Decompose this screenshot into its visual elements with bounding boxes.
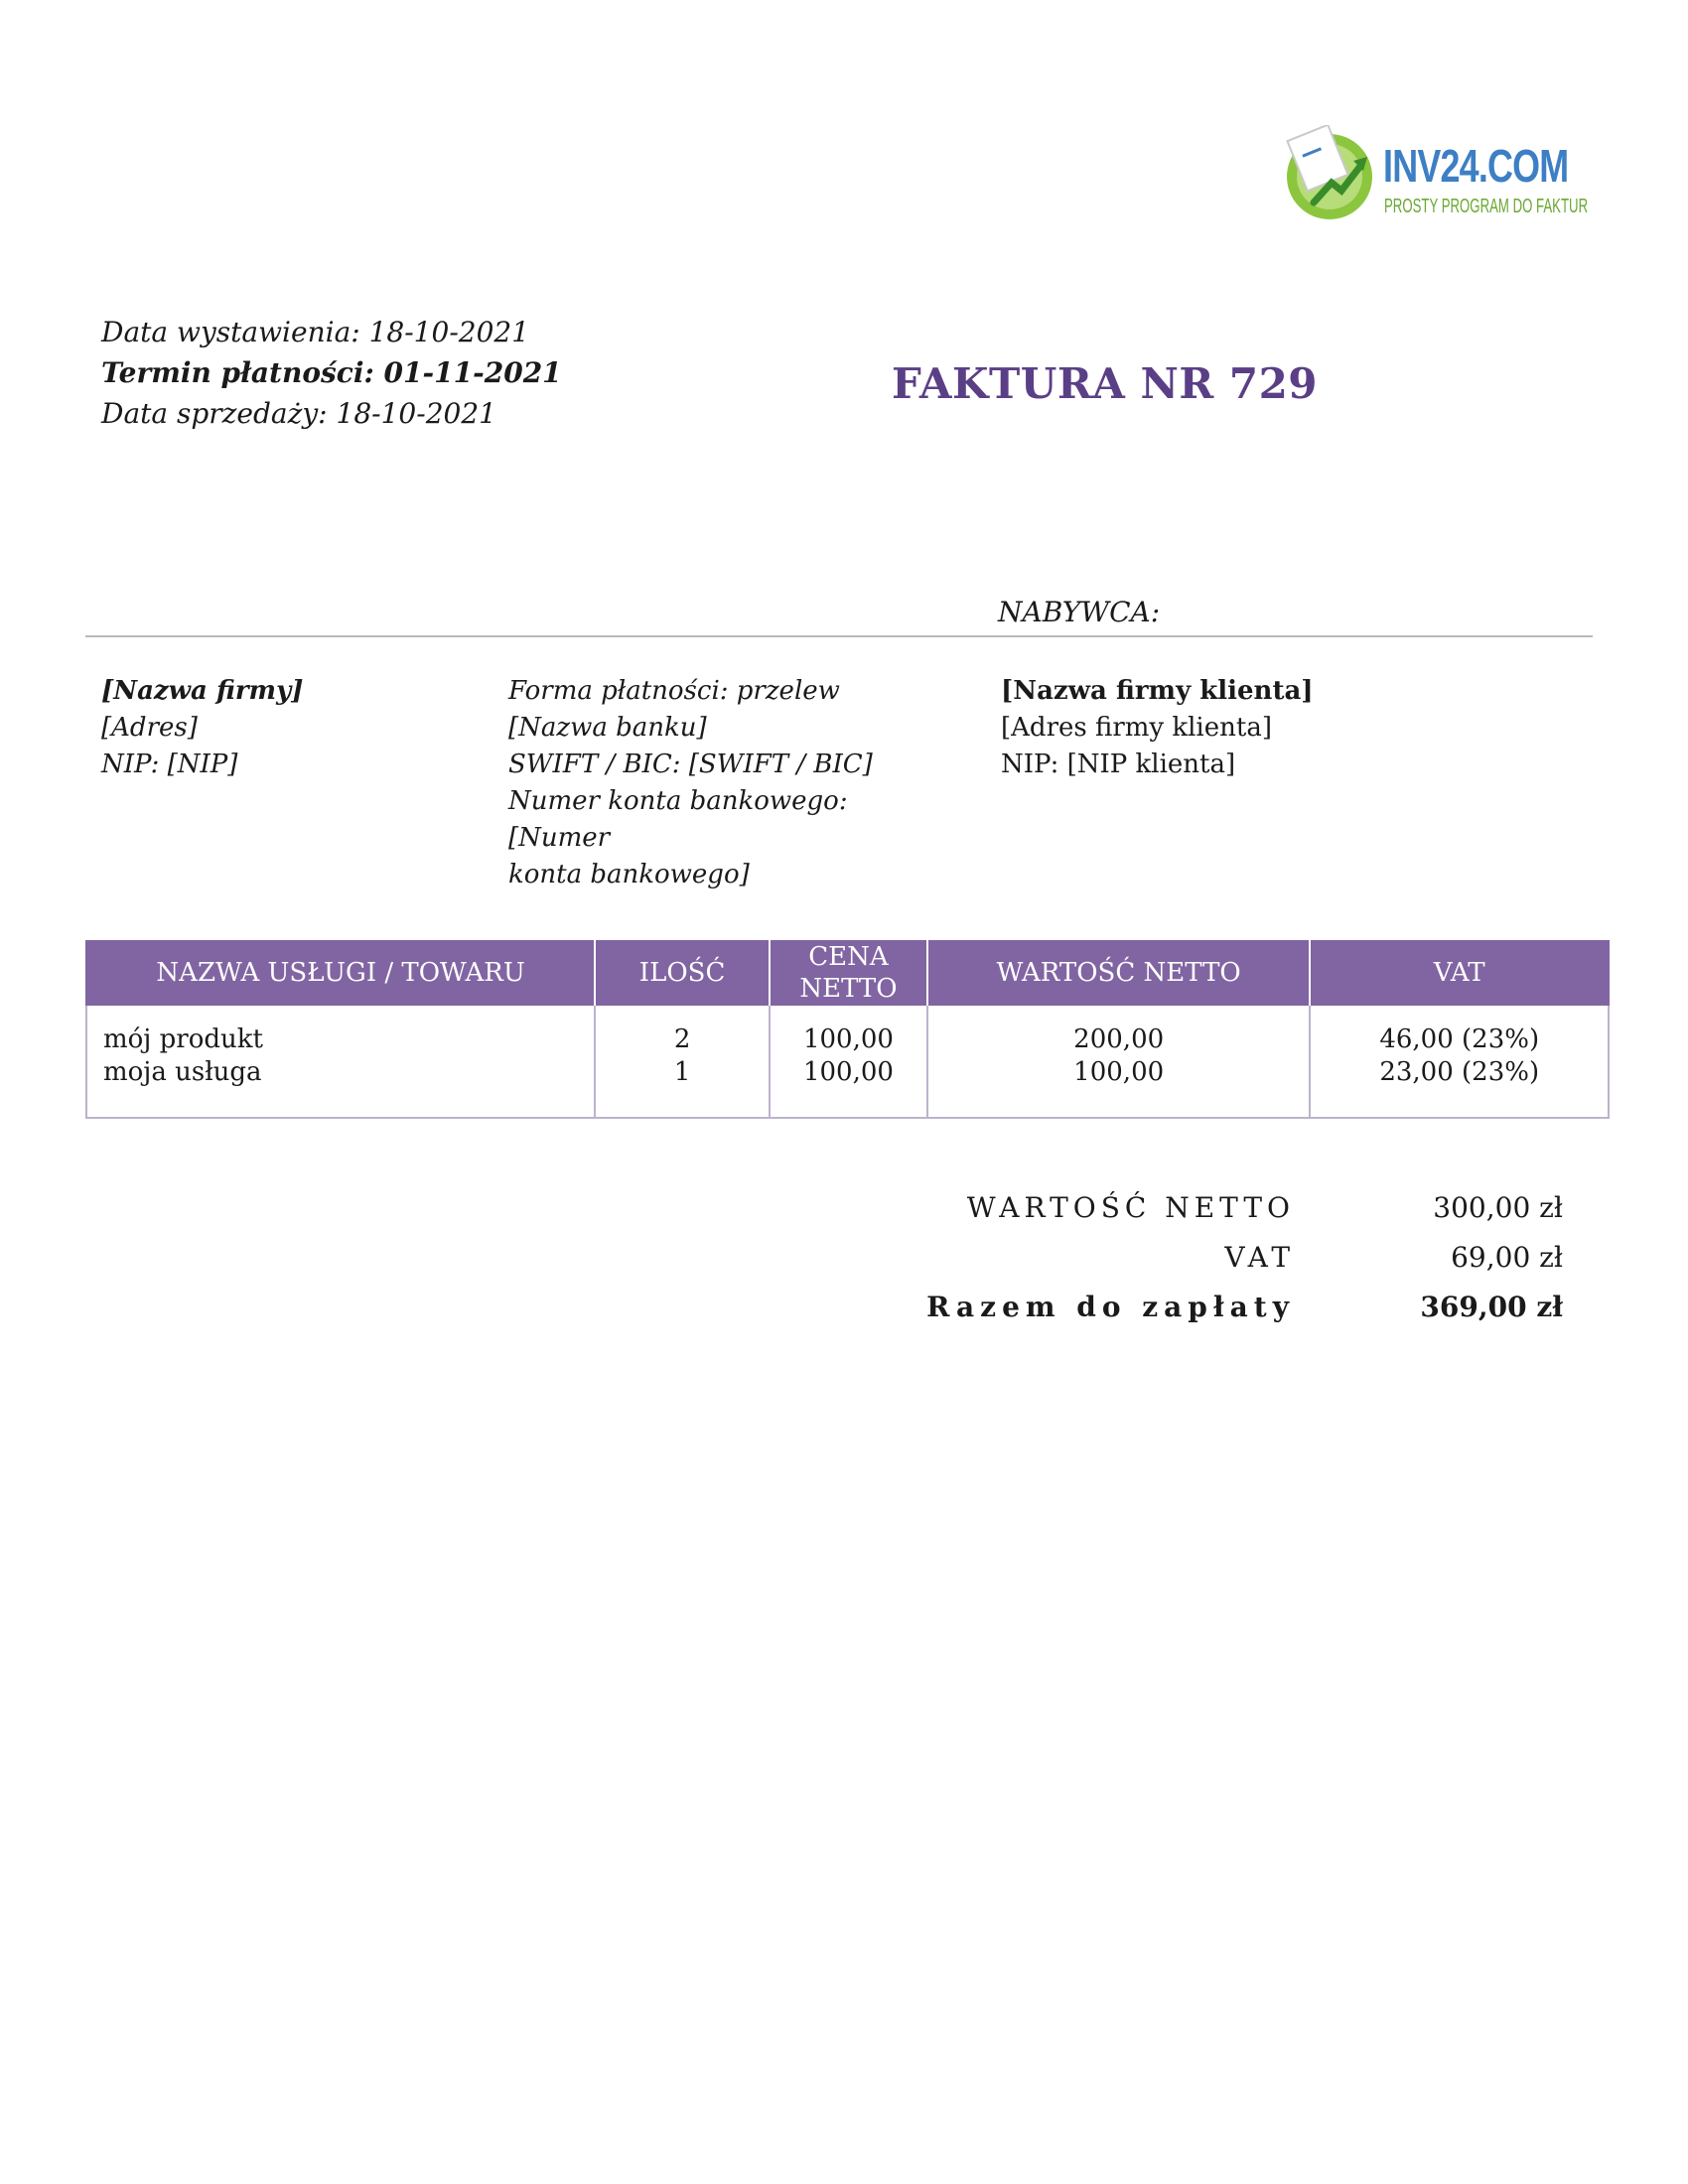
net-total-label: WARTOŚĆ NETTO	[966, 1191, 1295, 1224]
grand-total-value: 369,00 zł	[1420, 1291, 1563, 1323]
client-nip: NIP: [NIP klienta]	[1001, 750, 1236, 779]
header-price-line2: NETTO	[799, 974, 898, 1004]
item-name: moja usługa	[103, 1057, 262, 1087]
logo-tagline: PROSTY PROGRAM DO FAKTUR	[1384, 196, 1589, 217]
net-total-value: 300,00 zł	[1433, 1191, 1563, 1224]
seller-address: [Adres]	[101, 713, 198, 743]
client-address: [Adres firmy klienta]	[1001, 713, 1272, 743]
item-price-cell	[770, 1006, 927, 1118]
item-qty: 1	[673, 1057, 691, 1087]
invoice-dates	[101, 312, 562, 434]
totals-summary	[894, 1191, 1569, 1340]
seller-name: [Nazwa firmy]	[101, 676, 304, 706]
item-vat: 23,00 (23%)	[1379, 1057, 1540, 1087]
header-qty: ILOŚĆ	[595, 940, 770, 1006]
vat-total-row	[894, 1241, 1569, 1291]
header-net: WARTOŚĆ NETTO	[927, 940, 1310, 1006]
due-date: Termin płatności: 01-11-2021	[101, 356, 562, 389]
header-price	[770, 940, 927, 1006]
logo-name: INV24.COM	[1383, 140, 1569, 192]
vat-total-value: 69,00 zł	[1451, 1241, 1563, 1274]
item-net: 200,00	[1073, 1024, 1165, 1054]
divider	[85, 635, 1593, 637]
item-names-cell	[86, 1006, 595, 1118]
item-qty-cell	[595, 1006, 770, 1118]
item-vat: 46,00 (23%)	[1379, 1024, 1540, 1054]
vat-total-label: VAT	[1224, 1241, 1295, 1274]
payment-info	[508, 673, 925, 893]
logo-icon	[1284, 125, 1379, 224]
table-row	[86, 1006, 1609, 1118]
header-name: NAZWA USŁUGI / TOWARU	[86, 940, 595, 1006]
buyer-label: NABYWCA:	[998, 596, 1161, 628]
bank-account-line2: konta bankowego]	[508, 860, 750, 889]
grand-total-row	[894, 1291, 1569, 1340]
sale-date: Data sprzedaży: 18-10-2021	[101, 397, 496, 430]
table-header-row	[86, 940, 1609, 1006]
seller-nip: NIP: [NIP]	[101, 750, 238, 779]
bank-name: [Nazwa banku]	[508, 713, 707, 743]
grand-total-label: Razem do zapłaty	[926, 1291, 1295, 1323]
swift-code: SWIFT / BIC: [SWIFT / BIC]	[508, 750, 873, 779]
item-net: 100,00	[1073, 1057, 1165, 1087]
header-vat: VAT	[1310, 940, 1609, 1006]
header-price-line1: CENA	[808, 942, 889, 972]
issue-date: Data wystawienia: 18-10-2021	[101, 316, 530, 348]
item-qty: 2	[673, 1024, 691, 1054]
company-logo	[1284, 125, 1589, 224]
item-price: 100,00	[802, 1024, 894, 1054]
item-price: 100,00	[802, 1057, 894, 1087]
client-name: [Nazwa firmy klienta]	[1001, 676, 1314, 706]
item-net-cell	[927, 1006, 1310, 1118]
client-info	[1001, 673, 1314, 783]
net-total-row	[894, 1191, 1569, 1241]
payment-method: Forma płatności: przelew	[508, 676, 840, 706]
items-table	[85, 940, 1610, 1119]
item-name: mój produkt	[103, 1024, 263, 1054]
invoice-title: FAKTURA NR 729	[892, 359, 1319, 408]
bank-account-line1: Numer konta bankowego: [Numer	[508, 786, 848, 853]
seller-info	[101, 673, 303, 783]
item-vat-cell	[1310, 1006, 1609, 1118]
